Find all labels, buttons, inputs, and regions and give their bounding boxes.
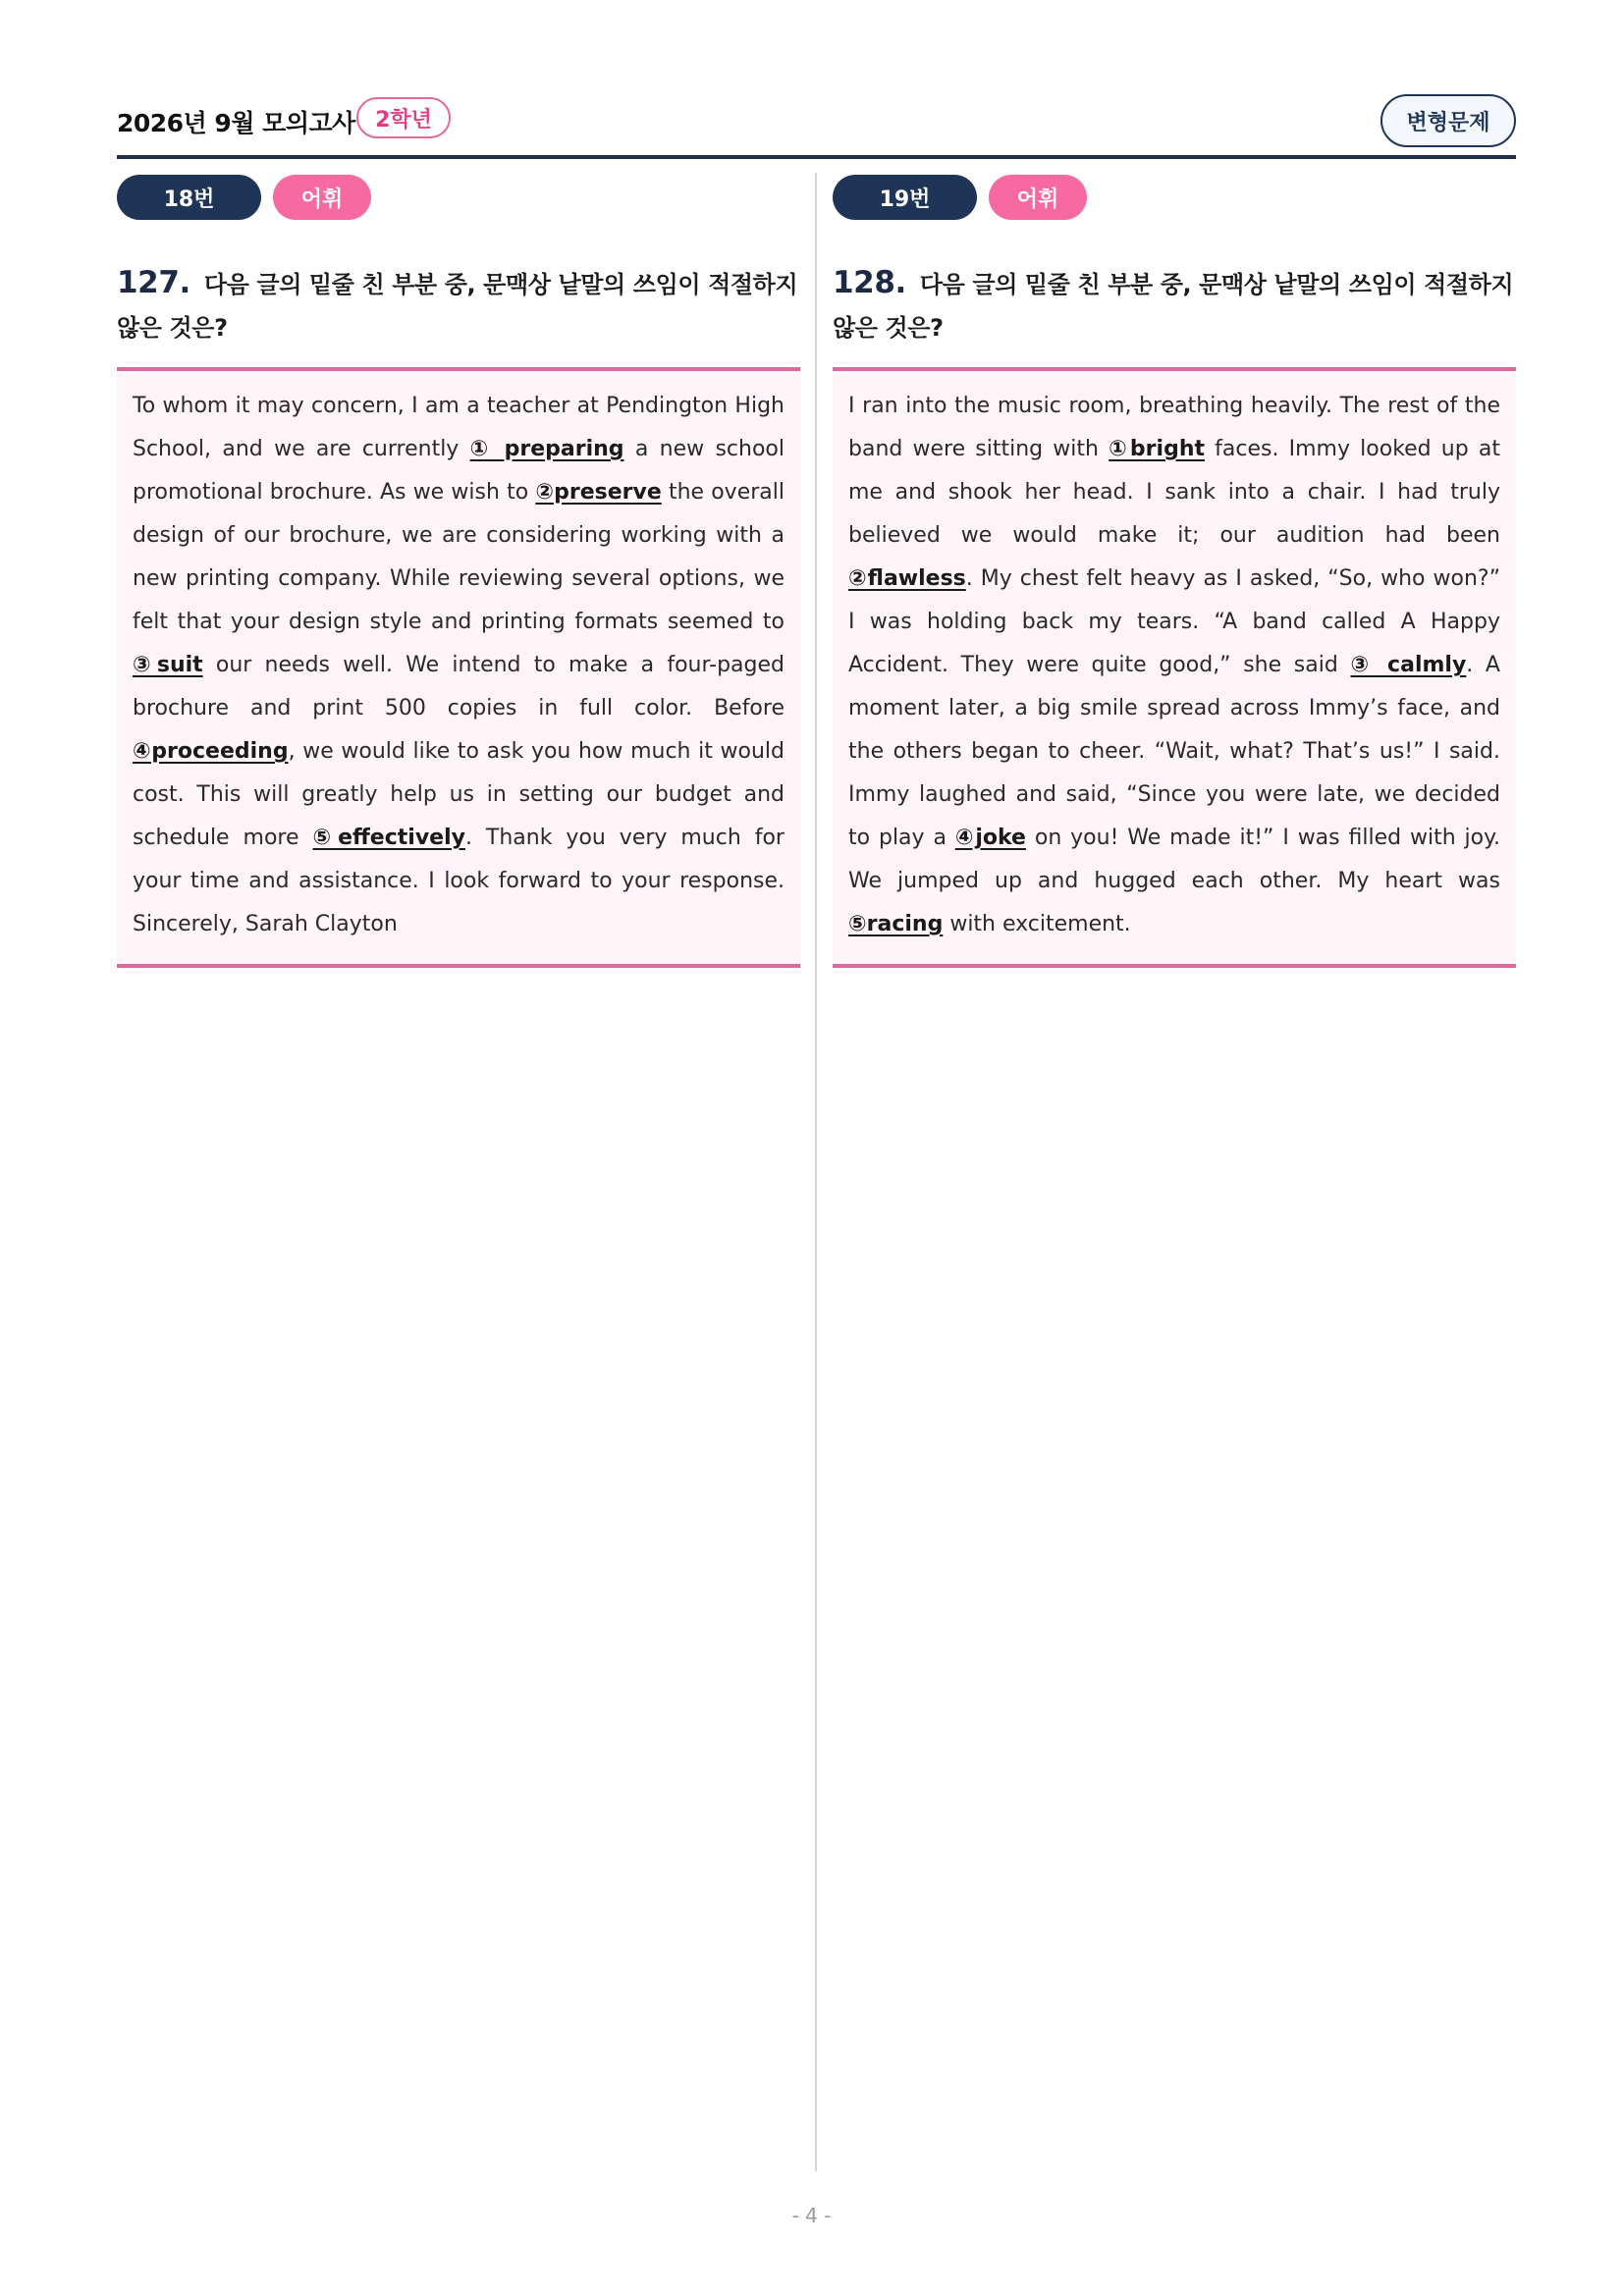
source-number-tag: 19번 xyxy=(833,175,977,220)
passage-text: the overall design of our brochure, we are considering working with a new printing company. While reviewing several options, we felt that your design style and printing formats seemed to xyxy=(133,480,784,634)
question-prompt xyxy=(833,261,1516,349)
column-divider xyxy=(815,173,817,2171)
underlined-choice: ⑤effectively xyxy=(312,826,465,850)
question-type-badge: 변형문제 xyxy=(1380,94,1516,147)
question-tags xyxy=(117,173,800,222)
passage-text: a new school promotional brochure. As we wish to xyxy=(133,437,784,505)
underlined-choice: ④proceeding xyxy=(133,739,289,764)
page-number: - 4 - xyxy=(791,2204,832,2227)
passage-text: . Thank you very much for your time and assistance. I look forward to your response. Sincerely, Sarah Clayton xyxy=(133,826,784,936)
header-divider xyxy=(117,155,1516,159)
passage-text: To whom it may concern, I am a teacher at Pendington High School, and we are currently xyxy=(133,394,784,461)
question-text: 다음 글의 밑줄 친 부분 중, 문맥상 낱말의 쓰임이 적절하지 않은 것은? xyxy=(833,271,1514,342)
passage-text: . A moment later, a big smile spread across Immy’s face, and the others began to cheer. “Wait, what? That’s us!” I said. Immy laughed and said, “Since you were late, we decided to play a xyxy=(848,653,1500,850)
underlined-choice: ③suit xyxy=(133,653,203,677)
passage-text: with excitement. xyxy=(943,912,1131,936)
page-header xyxy=(117,94,1516,155)
passage-text: our needs well. We intend to make a four-paged brochure and print 500 copies in full color. Before xyxy=(133,653,784,721)
passage-text: , we would like to ask you how much it would cost. This will greatly help us in setting our budget and schedule more xyxy=(133,739,784,850)
question-tags xyxy=(833,173,1516,222)
passage-text: I ran into the music room, breathing heavily. The rest of the band were sitting with xyxy=(848,394,1500,461)
underlined-choice: ①bright xyxy=(1109,437,1205,461)
category-tag: 어휘 xyxy=(989,175,1087,220)
category-tag: 어휘 xyxy=(273,175,371,220)
grade-badge: 2학년 xyxy=(356,97,451,138)
source-number-tag: 18번 xyxy=(117,175,261,220)
underlined-choice: ③ calmly xyxy=(1350,653,1467,677)
question-column-right xyxy=(833,173,1516,968)
question-prompt xyxy=(117,261,800,349)
underlined-choice: ⑤racing xyxy=(848,912,944,936)
question-number: 127. xyxy=(117,265,190,300)
passage-text: . My chest felt heavy as I asked, “So, who won?” I was holding back my tears. “A band called A Happy Accident. They were quite good,” she said xyxy=(848,566,1500,677)
question-number: 128. xyxy=(833,265,906,300)
question-column-left xyxy=(117,173,800,968)
underlined-choice: ① preparing xyxy=(469,437,624,461)
underlined-choice: ②preserve xyxy=(535,480,662,505)
passage-text: faces. Immy looked up at me and shook her head. I sank into a chair. I had truly believed we would make it; our audition had been xyxy=(848,437,1500,548)
passage-text: on you! We made it!” I was filled with joy. We jumped up and hugged each other. My heart was xyxy=(848,826,1501,893)
underlined-choice: ②flawless xyxy=(848,566,966,591)
passage-box xyxy=(833,367,1516,968)
question-text: 다음 글의 밑줄 친 부분 중, 문맥상 낱말의 쓰임이 적절하지 않은 것은? xyxy=(117,271,798,342)
passage-box xyxy=(117,367,800,968)
exam-title: 2026년 9월 모의고사 xyxy=(117,109,355,137)
underlined-choice: ④joke xyxy=(954,826,1026,850)
